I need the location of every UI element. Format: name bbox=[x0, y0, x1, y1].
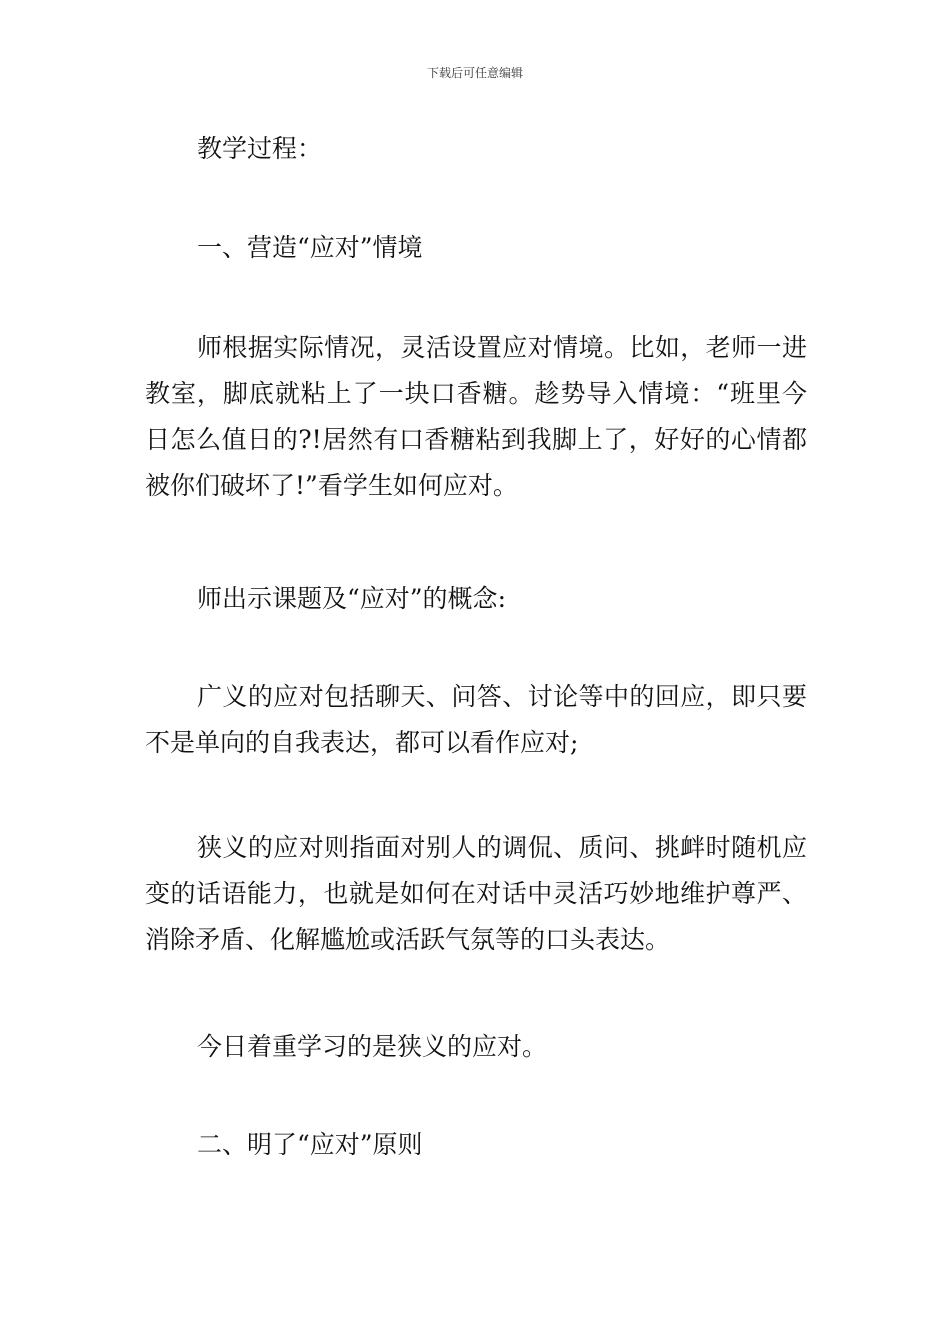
paragraph-narrow-definition: 狭义的应对则指面对别人的调侃、质问、挑衅时随机应变的话语能力，也就是如何在对话中灵活巧妙地维护尊严、消除矛盾、化解尴尬或活跃气氛等的口头表达。 bbox=[145, 833, 807, 954]
paragraph-teaching-process: 教学过程： bbox=[197, 134, 323, 163]
paragraph-focus: 今日着重学习的是狭义的应对。 bbox=[197, 1032, 548, 1061]
heading-section-two: 二、明了“应对”原则 bbox=[197, 1130, 423, 1159]
paragraph-broad-definition: 广义的应对包括聊天、问答、讨论等中的回应，即只要不是单向的自我表达，都可以看作应对; bbox=[145, 682, 807, 757]
paragraph-topic-concept: 师出示课题及“应对”的概念: bbox=[197, 584, 506, 613]
page-header: 下载后可任意编辑 bbox=[426, 66, 523, 80]
heading-section-one: 一、营造“应对”情境 bbox=[197, 233, 423, 262]
paragraph-scenario: 师根据实际情况，灵活设置应对情境。比如，老师一进教室，脚底就粘上了一块口香糖。趁势导入情境：“班里今日怎么值日的?!居然有口香糖粘到我脚上了，好好的心情都被你们破坏了!”看学生如何应对。 bbox=[145, 333, 807, 500]
